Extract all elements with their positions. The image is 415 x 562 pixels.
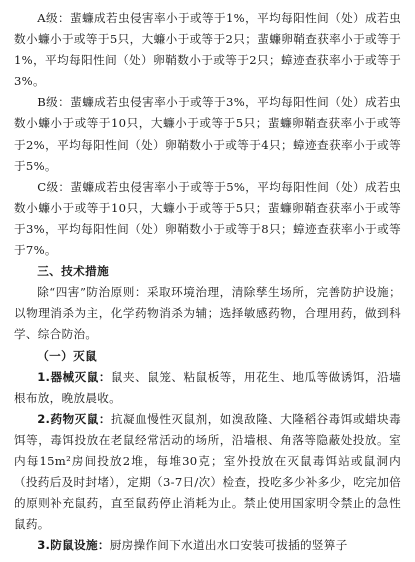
grade-b-paragraph: B级：蜚蠊成若虫侵害率小于或等于3%，平均每阳性间（处）成若虫数小蠊小于或等于10只，大蠊小于或等于5只；蜚蠊卵鞘查获率小于或等于2%，平均每阳性间（处）卵鞘数小于或等于4只；蟑迹查获率小于或等于5%。 bbox=[14, 95, 401, 173]
rodent-proofing-paragraph bbox=[14, 535, 401, 556]
mechanical-rodent-control-lead: 1.器械灭鼠： bbox=[37, 369, 111, 384]
technical-measures-heading: 三、技术措施 bbox=[37, 264, 110, 279]
chemical-rodent-control-lead: 2.药物灭鼠： bbox=[37, 411, 111, 426]
rodent-control-heading: （一）灭鼠 bbox=[37, 348, 98, 363]
control-principle-paragraph: 除“四害”防治原则：采取环境治理，清除孳生场所，完善防护设施；以物理消杀为主，化学药物消杀为辅；选择敏感药物，合理用药，做到科学、综合防治。 bbox=[14, 285, 401, 342]
grade-a-paragraph: A级：蜚蠊成若虫侵害率小于或等于1%，平均每阳性间（处）成若虫数小蠊小于或等于5只，大蠊小于或等于2只；蜚蠊卵鞘查获率小于或等于1%，平均每阳性间（处）卵鞘数小于或等于2只；蟑迹查获率小于或等于3%。 bbox=[14, 11, 401, 89]
chemical-rodent-control-text: 抗凝血慢性灭鼠剂，如溴敌隆、大隆稻谷毒饵或蜡块毒饵等，毒饵投放在老鼠经常活动的场所，沿墙根、角落等隐蔽处投放。室内每15m²房间投放2堆，每堆30克；室外投放在灭鼠毒饵站或鼠洞内（投药后及时封堵），定期（3-7日/次）检查，投吃多少补多少，吃完加倍的原则补充鼠药，直至鼠药停止消耗为止。禁止使用国家明令禁止的急性鼠药。 bbox=[14, 411, 401, 532]
rodent-proofing-text: 厨房操作间下水道出水口安装可拔插的竖箅子 bbox=[109, 538, 348, 553]
mechanical-rodent-control-text: 鼠夹、鼠笼、粘鼠板等，用花生、地瓜等做诱饵，沿墙根布放，晚放晨收。 bbox=[14, 369, 401, 405]
mechanical-rodent-control-paragraph bbox=[14, 367, 401, 409]
rodent-proofing-lead: 3.防鼠设施： bbox=[37, 538, 110, 553]
grade-c-paragraph: C级：蜚蠊成若虫侵害率小于或等于5%，平均每阳性间（处）成若虫数小蠊小于或等于10只，大蠊小于或等于5只；蜚蠊卵鞘查获率小于或等于3%，平均每阳性间（处）卵鞘数小于或等于8只；蟑迹查获率小于或等于7%。 bbox=[14, 179, 401, 258]
chemical-rodent-control-paragraph bbox=[14, 409, 401, 536]
